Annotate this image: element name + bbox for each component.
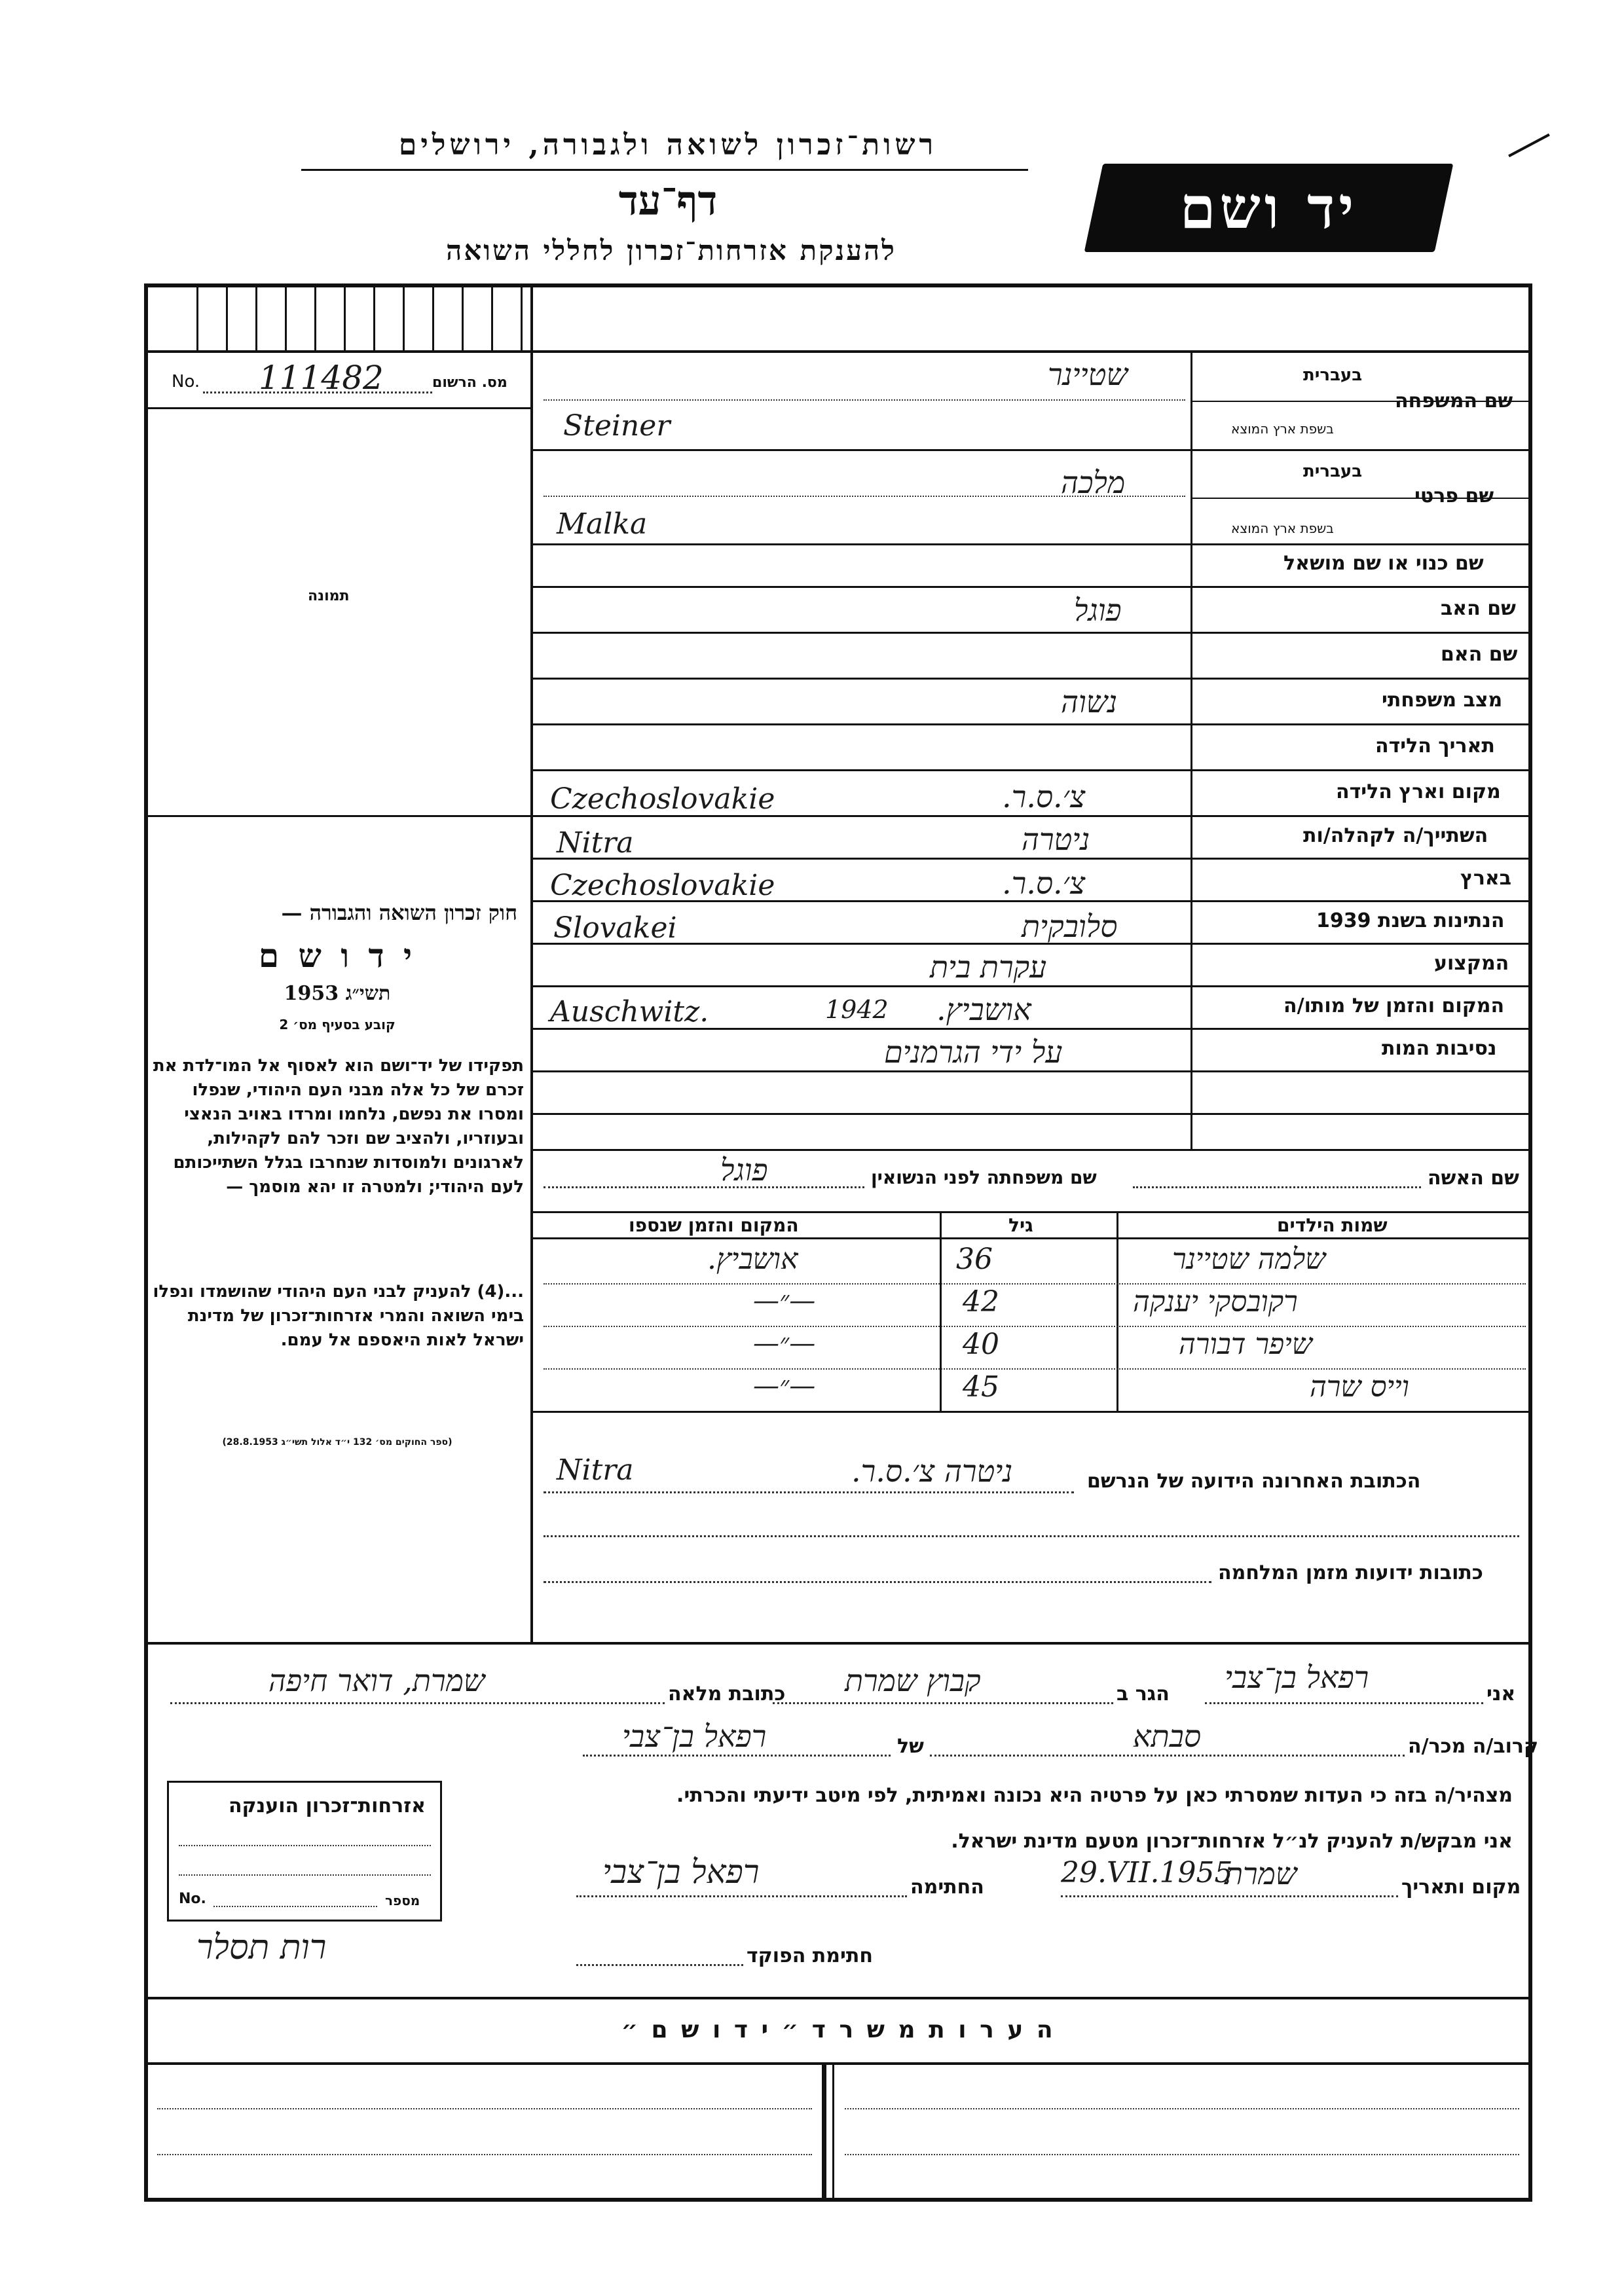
death-latin: Auschwitz. xyxy=(550,995,709,1029)
marital-label: מצב משפחתי xyxy=(1382,689,1503,712)
last-address-label: הכתובת האחרונה הידועה של הנרשם xyxy=(1087,1470,1421,1493)
reg-no-label-he: מס. הרשום xyxy=(432,374,507,391)
cert-box xyxy=(167,1781,442,1922)
place-date-label: מקום ותאריך xyxy=(1401,1876,1521,1899)
first-name-native: Malka xyxy=(557,507,648,541)
wife-label: שם האשה xyxy=(1428,1167,1519,1190)
child-name: רקובסקי יענקה xyxy=(1133,1285,1298,1319)
mother-label: שם האם xyxy=(1441,643,1518,666)
profession-label: המקצוע xyxy=(1434,952,1509,975)
child-name: וייס שרה xyxy=(1310,1370,1409,1404)
photo-label: תמונה xyxy=(308,588,350,604)
cert-box-no-he: מספר xyxy=(385,1893,420,1908)
community-label: השתייך/ה לקהלה/ות xyxy=(1303,824,1488,847)
birth-place-latin: Czechoslovakie xyxy=(550,782,775,816)
wife-label-2: שם משפחתה לפני הנשואין xyxy=(871,1167,1097,1188)
of-label: של xyxy=(897,1735,924,1758)
country-latin: Czechoslovakie xyxy=(550,869,775,902)
law-para-2: ...(4) להעניק לבני העם היהודי שהושמדו ונפלו בימי השואה והמרי אזרחות־זכרון של מדינת ישראל לאות היאספם אל עמם. xyxy=(153,1282,524,1350)
signature-label: החתימה xyxy=(910,1876,984,1899)
death-hebrew: אושביץ. xyxy=(936,992,1031,1027)
authority-line: רשות־זכרון לשואה ולגבורה, ירושלים xyxy=(398,128,938,162)
country-label: בארץ xyxy=(1460,867,1512,890)
country-hebrew: צ׳.ס.ר. xyxy=(1002,866,1086,901)
last-address-hebrew: ניטרה צ׳.ס.ר. xyxy=(851,1453,1013,1489)
wife-value: פוגל xyxy=(720,1152,768,1188)
birth-place-hebrew: צ׳.ס.ר. xyxy=(1002,779,1086,814)
declarant-i-label: אני xyxy=(1486,1683,1516,1705)
last-address-latin: Nitra xyxy=(557,1453,634,1487)
law-name: י ד ו ש ם xyxy=(258,936,416,975)
reg-no-label: No. xyxy=(172,372,200,392)
children-age-header: גיל xyxy=(1008,1214,1033,1236)
form-title: דף־עד xyxy=(618,177,718,225)
declarant-name: רפאל בן־צבי xyxy=(1225,1660,1369,1695)
of-name: רפאל בן־צבי xyxy=(622,1719,767,1754)
circumstances-value: על ידי הגרמנים xyxy=(884,1034,1063,1070)
profession-value: עקרת בית xyxy=(930,949,1047,985)
community-hebrew: ניטרה xyxy=(1022,822,1090,857)
declarant-resides: קבוץ שמרת xyxy=(845,1663,981,1698)
law-title: חוק זכרון השואה והגבורה — xyxy=(281,900,517,925)
officer-label: חתימת הפוקד xyxy=(747,1944,873,1967)
logo-text: יד ושם xyxy=(1179,173,1358,242)
date-value: 29.VII.1955 xyxy=(1061,1856,1233,1889)
father-label: שם האב xyxy=(1441,597,1516,620)
surname-sub-hebrew: בעברית xyxy=(1303,365,1363,385)
child-name: שלמה שטיינר xyxy=(1172,1243,1326,1276)
birth-place-label: מקום וארץ הלידה xyxy=(1336,780,1501,803)
yad-vashem-logo xyxy=(1084,164,1454,252)
nickname-label: שם כנוי או שם מושאל xyxy=(1283,552,1484,575)
relation-label: קרוב/ה מכר/ה xyxy=(1408,1735,1539,1758)
first-name-sub-hebrew: בעברית xyxy=(1303,462,1363,481)
officer-signature: רות תסלר xyxy=(196,1928,327,1967)
war-addresses-label: כתובות ידועות מזמן המלחמה xyxy=(1218,1561,1483,1584)
community-latin: Nitra xyxy=(557,826,634,860)
law-source: (ספר החוקים מס׳ 132 י״ד אלול תשי״ג 28.8.1953) xyxy=(222,1437,452,1448)
citizenship-label: הנתינות בשנת 1939 xyxy=(1316,909,1505,932)
child-age: 40 xyxy=(963,1328,999,1361)
relation-value: סבתא xyxy=(1133,1719,1201,1754)
office-notes-title: ה ע ר ו ת מ ש ר ד ״ י ד ו ש ם ״ xyxy=(621,2016,1056,2043)
form-subtitle: להענקת אזרחות־זכרון לחללי השואה xyxy=(446,234,896,266)
statement-1: מצהיר/ה בזה כי העדות שמסרתי כאן על פרטיה היא נכונה ואמיתית, לפי מיטב ידיעתי והכרתי. xyxy=(676,1784,1513,1807)
child-place: —״— xyxy=(753,1328,816,1358)
law-year: תשי״ג 1953 xyxy=(284,982,391,1005)
child-name: שיפר דבורה xyxy=(1179,1328,1312,1361)
child-place: —״— xyxy=(753,1286,816,1316)
cert-box-title: אזרחות־זכרון הוענקה xyxy=(228,1795,426,1817)
children-place-header: המקום והזמן שנספו xyxy=(629,1214,799,1236)
child-age: 36 xyxy=(956,1243,993,1276)
place-value: שמרת xyxy=(1225,1856,1297,1891)
child-place: —״— xyxy=(753,1371,816,1401)
marital-value: נשוה xyxy=(1061,684,1118,720)
citizenship-hebrew: סלובקית xyxy=(1022,909,1118,944)
declarant-signature: רפאל בן־צבי xyxy=(602,1853,760,1891)
first-name-label: שם פרטי xyxy=(1414,484,1494,507)
father-value: פוגל xyxy=(1074,592,1122,628)
child-place: אושביץ. xyxy=(707,1243,798,1276)
declarant-address: שמרת, דואר חיפה xyxy=(268,1663,485,1698)
first-name-sub-native: בשפת ארץ המוצא xyxy=(1231,520,1334,536)
corner-mark xyxy=(1508,134,1550,157)
circumstances-label: נסיבות המות xyxy=(1382,1037,1497,1060)
declarant-address-label: כתובת מלאה xyxy=(668,1683,786,1705)
reg-number: 111482 xyxy=(259,359,384,397)
child-age: 45 xyxy=(963,1370,999,1404)
cert-box-no: No. xyxy=(179,1891,206,1907)
child-age: 42 xyxy=(963,1285,999,1319)
law-clause: קובע בסעיף מס׳ 2 xyxy=(279,1017,396,1032)
birth-date-label: תאריך הלידה xyxy=(1375,735,1495,757)
death-year: 1942 xyxy=(825,995,889,1024)
surname-hebrew: שטיינר xyxy=(1048,357,1128,392)
statement-2: אני מבקש/ת להעניק לנ״ל אזרחות־זכרון מטעם מדינת ישראל. xyxy=(951,1830,1513,1853)
surname-label: שם המשפחה xyxy=(1395,390,1513,412)
surname-sub-native: בשפת ארץ המוצא xyxy=(1231,421,1334,437)
citizenship-latin: Slovakei xyxy=(553,911,677,945)
surname-native: Steiner xyxy=(563,409,671,443)
death-label: המקום והזמן של מותו/ה xyxy=(1283,994,1505,1017)
children-names-header: שמות הילדים xyxy=(1277,1214,1388,1236)
law-para-1: תפקידו של יד־ושם הוא לאסוף אל המו־לדת את זכרם של כל אלה מבני העם היהודי, שנפלו ומסרו את נפשם, נלחמו ומרדו באויב הנאצי ובעוזריו, ולהציב שם וזכר להם לקהילות, לארגונים ולמוסדות שנחרבו בגלל השתייכותם לעם היהודי; ולמטרה זו יהא מוסמך — xyxy=(153,1056,524,1197)
first-name-hebrew: מלכה xyxy=(1061,465,1126,500)
declarant-resides-label: הגר ב xyxy=(1116,1683,1170,1705)
